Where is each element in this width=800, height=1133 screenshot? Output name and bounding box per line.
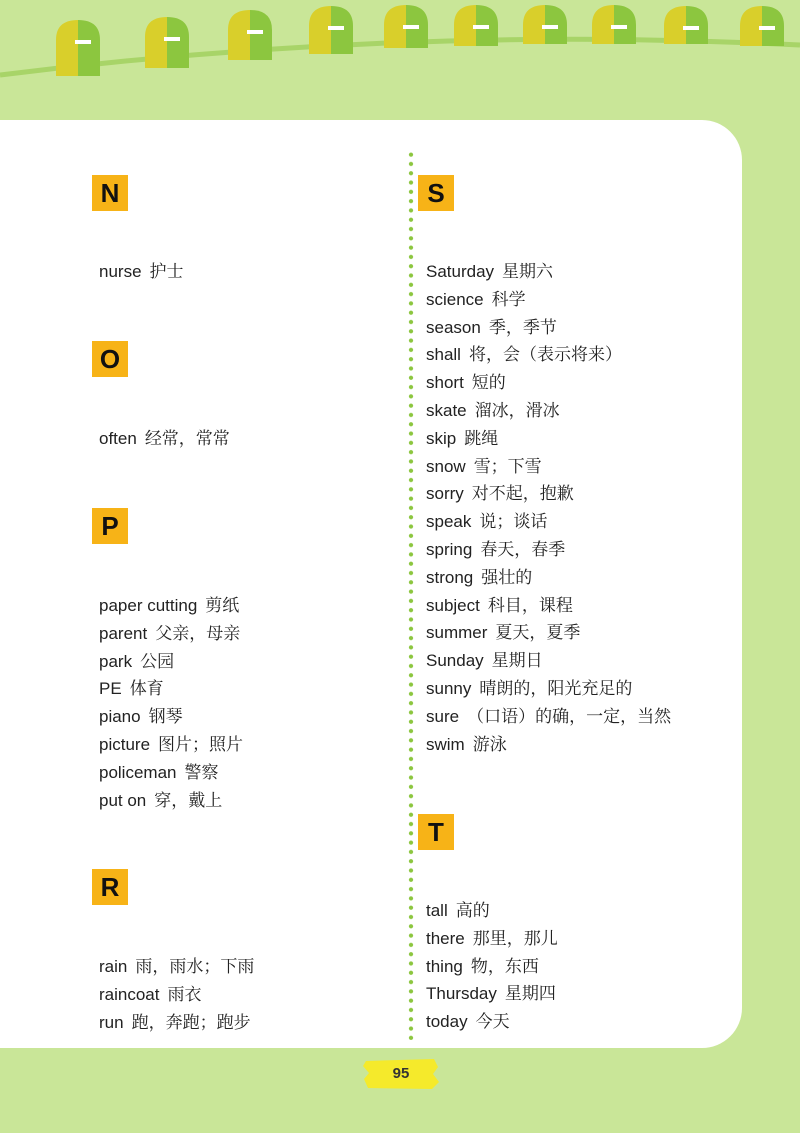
word-list-o (99, 425, 230, 453)
word-entry (99, 1009, 254, 1037)
chinese-meaning: 溜冰，滑冰 (474, 400, 560, 420)
word-entry (426, 980, 558, 1008)
english-word: Thursday (426, 984, 497, 1004)
word-entry (426, 703, 671, 731)
word-entry (99, 648, 243, 676)
letter-badge-n: N (92, 175, 128, 211)
word-entry (99, 425, 230, 453)
word-entry (426, 314, 671, 342)
chinese-meaning: 雨，雨水；下雨 (135, 957, 255, 976)
english-word: sure (426, 706, 460, 726)
chinese-meaning: 公园 (140, 651, 175, 671)
word-entry (99, 258, 184, 286)
word-entry (99, 731, 243, 759)
english-word: science (426, 289, 484, 309)
leaf-vein-icon (542, 25, 558, 29)
leaf-vein-icon (611, 25, 627, 29)
chinese-meaning: 跳绳 (464, 428, 499, 448)
english-word: summer (426, 623, 488, 643)
chinese-meaning: 今天 (475, 1012, 510, 1032)
word-entry (99, 620, 243, 648)
word-list-p (99, 592, 243, 814)
leaf-icon (454, 5, 476, 46)
word-entry (426, 508, 671, 536)
word-entry (426, 397, 671, 425)
english-word: swim (426, 734, 465, 754)
leaf-vein-icon (759, 26, 775, 30)
chinese-meaning: 春天，春季 (480, 539, 566, 559)
word-entry (99, 759, 243, 787)
leaf-vein-icon (683, 26, 699, 30)
english-word: today (426, 1012, 468, 1032)
english-word: speak (426, 512, 472, 532)
chinese-meaning: 科目，课程 (487, 595, 573, 615)
letter-badge-t: T (418, 814, 454, 850)
word-entry (426, 425, 671, 453)
chinese-meaning: 晴朗的，阳光充足的 (479, 678, 633, 698)
leaf-vein-icon (164, 37, 180, 41)
word-entry (426, 564, 671, 592)
leaf-vein-icon (403, 25, 419, 29)
word-list-s (426, 258, 671, 758)
leaf-vein-icon (328, 26, 344, 30)
chinese-meaning: 对不起，抱歉 (471, 484, 574, 504)
chinese-meaning: 星期六 (502, 262, 554, 281)
word-entry (426, 286, 671, 314)
page-number: 95 (392, 1065, 410, 1082)
english-word: skate (426, 400, 467, 420)
chinese-meaning: 警察 (184, 762, 219, 782)
english-word: strong (426, 567, 474, 587)
chinese-meaning: 将，会（表示将来） (468, 345, 622, 365)
english-word: put on (99, 790, 147, 810)
word-entry (99, 675, 243, 703)
word-entry (426, 619, 671, 647)
english-word: skip (426, 428, 457, 448)
leaf-icon (384, 5, 406, 48)
english-word: raincoat (99, 984, 160, 1004)
letter-badge-p: P (92, 508, 128, 544)
chinese-meaning: 经常，常常 (144, 429, 230, 448)
english-word: shall (426, 345, 461, 365)
word-entry (426, 731, 671, 759)
chinese-meaning: 短的 (471, 373, 506, 393)
leaf-icon (686, 6, 708, 44)
word-entry (426, 592, 671, 620)
chinese-meaning: 雪；下雪 (473, 456, 542, 476)
word-entry (426, 1008, 558, 1036)
word-entry (426, 953, 558, 981)
word-list-r (99, 953, 254, 1036)
word-entry (99, 592, 243, 620)
chinese-meaning: 护士 (149, 262, 184, 281)
word-entry (426, 647, 671, 675)
leaf-icon (545, 5, 567, 44)
chinese-meaning: 物，东西 (470, 956, 539, 976)
chinese-meaning: 高的 (455, 901, 490, 920)
chinese-meaning: （口语）的确，一定，当然 (467, 706, 672, 726)
english-word: thing (426, 956, 463, 976)
chinese-meaning: 星期日 (491, 651, 543, 671)
english-word: snow (426, 456, 466, 476)
english-word: sorry (426, 484, 464, 504)
english-word: policeman (99, 762, 177, 782)
word-entry (426, 536, 671, 564)
header-decoration (0, 0, 800, 130)
chinese-meaning: 夏天，夏季 (495, 623, 581, 643)
english-word: Saturday (426, 262, 495, 281)
chinese-meaning: 图片；照片 (158, 734, 244, 754)
word-entry (99, 703, 243, 731)
letter-badge-r: R (92, 869, 128, 905)
chinese-meaning: 父亲，母亲 (155, 623, 241, 643)
chinese-meaning: 游泳 (472, 734, 507, 754)
leaf-icon (523, 5, 545, 44)
english-word: season (426, 317, 481, 337)
english-word: short (426, 373, 464, 393)
chinese-meaning: 跑，奔跑；跑步 (131, 1012, 251, 1032)
word-entry (426, 341, 671, 369)
leaf-icon (309, 6, 331, 54)
chinese-meaning: 穿，戴上 (154, 790, 223, 810)
word-entry (426, 369, 671, 397)
chinese-meaning: 说；谈话 (479, 512, 548, 532)
chinese-meaning: 强壮的 (481, 567, 533, 587)
english-word: there (426, 928, 465, 948)
leaf-icon (228, 10, 250, 60)
word-entry (99, 981, 254, 1009)
english-word: nurse (99, 262, 142, 281)
letter-badge-o: O (92, 341, 128, 377)
english-word: often (99, 429, 137, 448)
english-word: rain (99, 957, 128, 976)
english-word: tall (426, 901, 448, 920)
english-word: Sunday (426, 651, 484, 671)
leaf-icon (250, 10, 272, 60)
word-entry (99, 953, 254, 981)
leaf-icon (167, 17, 189, 68)
word-entry (99, 787, 243, 815)
english-word: run (99, 1012, 124, 1032)
english-word: sunny (426, 678, 472, 698)
english-word: spring (426, 539, 473, 559)
word-entry (426, 258, 671, 286)
leaf-icon (592, 5, 614, 44)
leaf-icon (145, 17, 167, 68)
word-list-t (426, 897, 558, 1036)
english-word: parent (99, 623, 148, 643)
letter-badge-s: S (418, 175, 454, 211)
word-entry (426, 480, 671, 508)
english-word: PE (99, 679, 122, 699)
leaf-icon (614, 5, 636, 44)
english-word: piano (99, 707, 141, 727)
word-entry (426, 925, 558, 953)
leaf-vein-icon (473, 25, 489, 29)
english-word: subject (426, 595, 480, 615)
chinese-meaning: 体育 (129, 679, 164, 699)
dotted-divider (408, 150, 414, 1040)
word-entry (426, 897, 558, 925)
english-word: park (99, 651, 133, 671)
chinese-meaning: 那里，那儿 (472, 928, 558, 948)
leaf-vein-icon (247, 30, 263, 34)
chinese-meaning: 雨衣 (167, 984, 202, 1004)
chinese-meaning: 钢琴 (148, 707, 183, 727)
chinese-meaning: 科学 (491, 289, 526, 309)
word-entry (426, 453, 671, 481)
chinese-meaning: 剪纸 (205, 596, 240, 615)
english-word: paper cutting (99, 596, 198, 615)
chinese-meaning: 星期四 (504, 984, 556, 1004)
word-list-n (99, 258, 184, 286)
leaf-icon (664, 6, 686, 44)
leaf-icon (56, 20, 78, 76)
chinese-meaning: 季，季节 (488, 317, 557, 337)
word-entry (426, 675, 671, 703)
leaf-icon (740, 6, 762, 46)
english-word: picture (99, 734, 151, 754)
leaf-icon (78, 20, 100, 76)
leaf-vein-icon (75, 40, 91, 44)
